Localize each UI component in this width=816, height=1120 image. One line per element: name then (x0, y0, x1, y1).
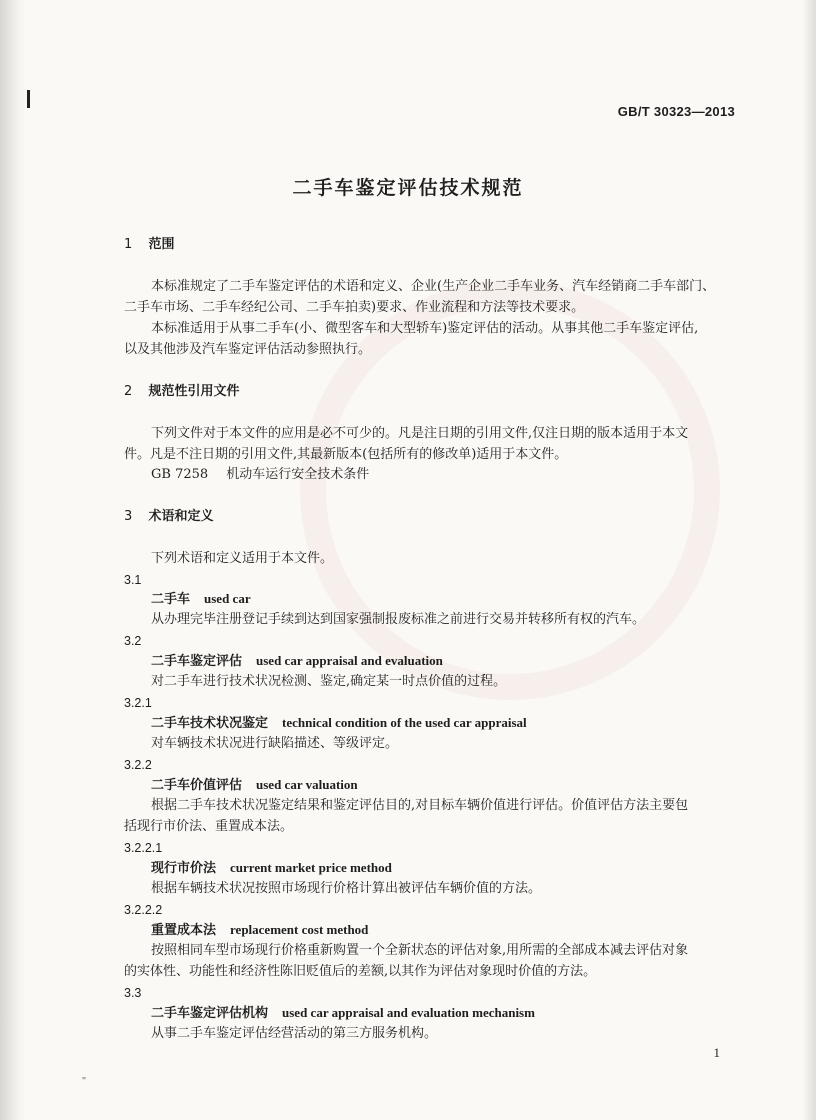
clause-number: 3.2.1 (124, 696, 152, 710)
reference-title: 机动车运行安全技术条件 (226, 467, 370, 482)
term-zh: 二手车鉴定评估 (151, 654, 243, 669)
term-zh: 现行市价法 (151, 861, 217, 876)
standard-number: GB/T 30323—2013 (617, 104, 735, 119)
term-zh: 二手车鉴定评估机构 (151, 1006, 269, 1021)
term-en: used car valuation (256, 777, 358, 792)
document-title: 二手车鉴定评估技术规范 (292, 177, 524, 199)
clause-number: 3.2 (124, 634, 142, 648)
term-heading (151, 714, 527, 733)
term-en: used car appraisal and evaluation (256, 653, 443, 668)
term-en: replacement cost method (230, 922, 369, 937)
scan-left-edge (0, 0, 26, 1120)
section-number: 3 (124, 509, 133, 524)
term-definition: 根据二手车技术状况鉴定结果和鉴定评估目的,对目标车辆价值进行评估。价值评估方法主要包 (151, 798, 689, 813)
term-definition: 括现行市价法、重置成本法。 (124, 819, 294, 834)
paragraph-line: 下列文件对于本文件的应用是必不可少的。凡是注日期的引用文件,仅注日期的版本适用于本文 (151, 426, 689, 441)
page-number: 1 (713, 1045, 720, 1060)
term-heading (151, 652, 443, 671)
scan-right-edge (802, 0, 816, 1120)
scan-speck: " (82, 1076, 87, 1087)
reference-code: GB 7258 (151, 467, 209, 482)
clause-number: 3.2.2.2 (124, 903, 163, 917)
clause-number: 3.2.2 (124, 758, 152, 772)
section-title: 规范性引用文件 (148, 384, 240, 399)
term-definition: 从办理完毕注册登记手续到达到国家强制报废标准之前进行交易并转移所有权的汽车。 (151, 612, 646, 627)
section-title: 术语和定义 (148, 509, 214, 524)
term-en: current market price method (230, 860, 392, 875)
section-3-heading (124, 508, 214, 526)
paragraph-line: 件。凡是不注日期的引用文件,其最新版本(包括所有的修改单)适用于本文件。 (124, 447, 568, 462)
term-definition: 对车辆技术状况进行缺陷描述、等级评定。 (151, 736, 399, 751)
term-zh: 二手车 (151, 592, 191, 607)
term-heading (151, 776, 358, 795)
term-definition: 对二手车进行技术状况检测、鉴定,确定某一时点价值的过程。 (151, 674, 507, 689)
section-2-heading (124, 383, 240, 401)
term-heading (151, 921, 368, 940)
paragraph-line: 二手车市场、二手车经纪公司、二手车拍卖)要求、作业流程和方法等技术要求。 (124, 300, 585, 315)
paragraph-line: 本标准适用于从事二手车(小、微型客车和大型轿车)鉴定评估的活动。从事其他二手车鉴定评估, (151, 321, 699, 336)
section-1-heading (124, 236, 175, 254)
section-number: 2 (124, 384, 133, 399)
binding-mark (27, 90, 30, 108)
section-title: 范围 (148, 237, 175, 252)
paragraph-line: 本标准规定了二手车鉴定评估的术语和定义、企业(生产企业二手车业务、汽车经销商二手车部门、 (151, 279, 716, 294)
clause-number: 3.3 (124, 986, 142, 1000)
term-zh: 重置成本法 (151, 923, 217, 938)
term-en: used car (204, 591, 251, 606)
section-intro: 下列术语和定义适用于本文件。 (151, 551, 334, 566)
term-zh: 二手车价值评估 (151, 778, 243, 793)
term-definition: 的实体性、功能性和经济性陈旧贬值后的差额,以其作为评估对象现时价值的方法。 (124, 964, 597, 979)
term-en: used car appraisal and evaluation mechanism (282, 1005, 535, 1020)
term-heading (151, 1004, 535, 1023)
term-heading (151, 859, 392, 878)
term-en: technical condition of the used car appraisal (282, 715, 527, 730)
term-definition: 根据车辆技术状况按照市场现行价格计算出被评估车辆价值的方法。 (151, 881, 542, 896)
section-number: 1 (124, 237, 133, 252)
term-zh: 二手车技术状况鉴定 (151, 716, 269, 731)
term-heading (151, 590, 251, 609)
clause-number: 3.2.2.1 (124, 841, 163, 855)
paragraph-line: 以及其他涉及汽车鉴定评估活动参照执行。 (124, 342, 372, 357)
clause-number: 3.1 (124, 573, 142, 587)
term-definition: 按照相同车型市场现行价格重新购置一个全新状态的评估对象,用所需的全部成本减去评估对象 (151, 943, 689, 958)
term-definition: 从事二手车鉴定评估经营活动的第三方服务机构。 (151, 1026, 438, 1041)
normative-reference (151, 466, 369, 484)
